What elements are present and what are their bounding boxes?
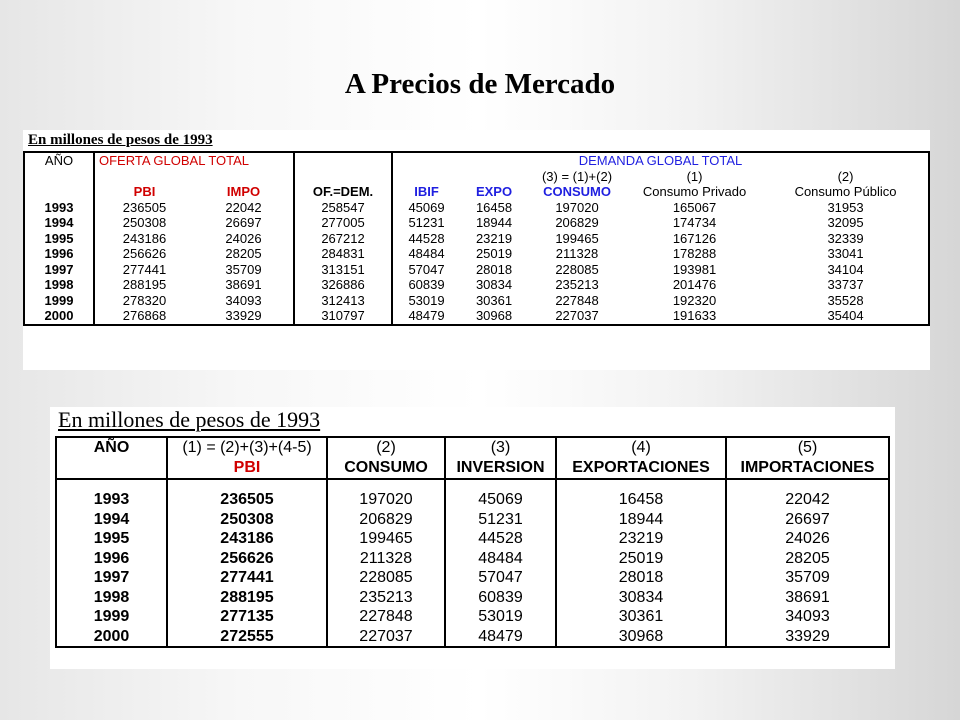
t2-cell-value: 22042 [726,490,889,510]
t2-cell-value: 16458 [556,490,726,510]
t1-row [24,277,929,293]
table1-panel [23,130,930,370]
t2-cell-value: 197020 [327,490,445,510]
t2-cell-value: 26697 [726,510,889,530]
t1-cell-value: 193981 [672,261,717,277]
t2-cell-value: 45069 [445,490,556,510]
t1-cell-value: 31953 [763,200,929,216]
t2-cell-value: 30968 [556,627,726,648]
t1-cell-value: 236505 [122,199,167,215]
t1-row [24,262,929,278]
t1-cell-value: 174734 [672,215,717,230]
t2-cell-value: 34093 [726,607,889,627]
t1-cell-value: 35404 [763,308,929,325]
t1-num-publico: (2) [763,169,929,185]
t1-row [24,246,929,262]
t2-cell-value: 30361 [556,607,726,627]
t2-header-top: (5) [726,437,889,458]
t1-cell-value: 32095 [763,215,929,231]
t2-cell-value: 48484 [445,549,556,569]
t2-cell-year: 1999 [56,607,167,627]
t1-cell-value: 211328 [555,246,599,261]
t1-header-anio: AÑO [24,152,94,169]
t1-cell-value: 35709 [225,261,262,277]
t1-cell-value: 33929 [194,308,294,325]
t1-col-impo: IMPO [226,184,261,199]
t2-cell-value: 60839 [445,588,556,608]
t2-row [56,529,889,549]
t2-header-bottom: PBI [167,458,327,479]
t1-cell-value: 313151 [294,262,392,278]
t2-cell-value: 272555 [167,627,327,648]
t2-cell-value: 35709 [726,568,889,588]
t1-col-privado: Consumo Privado [642,184,747,199]
t2-header-bottom [56,458,167,479]
t1-cell-value: 24026 [225,230,262,246]
t1-cell-value: 16458 [475,199,513,215]
t2-row [56,510,889,530]
t2-cell-year: 1993 [56,490,167,510]
t1-row [24,293,929,309]
t2-cell-value: 243186 [167,529,327,549]
t2-header-top: (3) [445,437,556,458]
t2-row [56,607,889,627]
t1-cell-value: 33737 [763,277,929,293]
table2-caption: En millones de pesos de 1993 [58,407,321,432]
t2-cell-value: 28018 [556,568,726,588]
t1-cell-value: 30834 [475,277,513,292]
t1-cell-value: 34104 [763,262,929,278]
t1-cell-value: 310797 [294,308,392,325]
t1-row [24,231,929,247]
t2-row [56,549,889,569]
t1-cell-year: 1996 [24,246,94,262]
t1-cell-value: 38691 [225,277,262,292]
t2-cell-year: 1997 [56,568,167,588]
t1-cell-value: 26697 [225,215,262,230]
t2-cell-value: 199465 [327,529,445,549]
t1-cell-value: 30361 [475,292,513,308]
t1-cell-value: 206829 [555,215,599,230]
t1-cell-value: 243186 [122,230,167,246]
t1-cell-value: 228085 [555,261,599,277]
t1-row [24,200,929,216]
t1-cell-year: 1999 [24,293,94,309]
t2-header-top: AÑO [56,437,167,458]
t1-cell-value: 276868 [94,308,194,325]
t2-cell-value: 57047 [445,568,556,588]
t1-cell-year: 1995 [24,231,94,247]
t1-cell-value: 45069 [408,199,445,215]
t1-col-ibif: IBIF [414,184,439,199]
t1-header-oferta: OFERTA GLOBAL TOTAL [94,152,294,169]
t1-header-blank [294,152,392,169]
t2-header-top: (2) [327,437,445,458]
t1-col-ofdem: OF.=DEM. [294,184,392,200]
page-title: A Precios de Mercado [344,68,616,100]
t2-header-bottom: IMPORTACIONES [726,458,889,479]
t2-header-top: (1) = (2)+(3)+(4-5) [167,437,327,458]
t2-header-top: (4) [556,437,726,458]
t2-cell-value: 256626 [167,549,327,569]
t1-cell-value: 277441 [122,261,167,277]
t1-cell-value: 48484 [408,246,445,261]
t1-cell-value: 44528 [408,230,445,246]
t2-cell-value: 30834 [556,588,726,608]
t1-col-publico: Consumo Público [763,184,929,200]
t1-cell-value: 178288 [672,246,717,261]
t1-cell-year: 1997 [24,262,94,278]
t1-num-privado: (1) [686,168,703,184]
t1-cell-value: 191633 [626,308,763,325]
t1-row [24,308,929,325]
t2-cell-value: 227037 [327,627,445,648]
t1-cell-value: 167126 [672,230,717,246]
t2-row [56,588,889,608]
t2-cell-value: 236505 [167,490,327,510]
t2-row [56,627,889,648]
t2-cell-value: 277441 [167,568,327,588]
t1-cell-value: 32339 [763,231,929,247]
t2-cell-year: 1996 [56,549,167,569]
t1-cell-year: 2000 [24,308,94,325]
t2-header-bottom: INVERSION [445,458,556,479]
t1-cell-value: 25019 [475,246,513,261]
t2-cell-value: 53019 [445,607,556,627]
t1-col-pbi: PBI [133,184,156,199]
t2-cell-value: 18944 [556,510,726,530]
t1-cell-value: 51231 [408,215,445,230]
t1-col-consumo: CONSUMO [543,184,611,199]
t2-cell-value: 25019 [556,549,726,569]
t2-row [56,490,889,510]
t2-cell-year: 2000 [56,627,167,648]
t1-cell-value: 256626 [122,246,167,261]
t2-cell-value: 211328 [327,549,445,569]
t1-cell-value: 53019 [408,292,445,308]
t2-cell-year: 1998 [56,588,167,608]
t1-cell-value: 250308 [122,215,167,230]
t2-cell-year: 1995 [56,529,167,549]
t1-cell-value: 30968 [460,308,528,325]
t1-cell-value: 326886 [294,277,392,293]
t1-cell-year: 1994 [24,215,94,231]
t2-cell-value: 206829 [327,510,445,530]
t1-cell-value: 35528 [763,293,929,309]
t1-row [24,215,929,231]
t2-cell-value: 28205 [726,549,889,569]
t1-cell-year: 1993 [24,200,94,216]
t1-cell-value: 34093 [225,292,262,308]
t2-cell-value: 277135 [167,607,327,627]
t2-cell-value: 250308 [167,510,327,530]
t2-cell-value: 33929 [726,627,889,648]
t1-cell-value: 288195 [122,277,167,292]
t1-cell-year: 1998 [24,277,94,293]
t2-header-bottom: CONSUMO [327,458,445,479]
t1-cell-value: 201476 [672,277,717,292]
t2-cell-value: 227848 [327,607,445,627]
t1-cell-value: 192320 [672,292,717,308]
t1-cell-value: 28018 [475,261,513,277]
t1-cell-value: 267212 [294,231,392,247]
t2-cell-value: 51231 [445,510,556,530]
t1-cell-value: 165067 [672,199,717,215]
t1-cell-value: 227848 [555,292,599,308]
t2-cell-year: 1994 [56,510,167,530]
t1-cell-value: 197020 [555,199,599,215]
t2-cell-value: 23219 [556,529,726,549]
t1-cell-value: 277005 [294,215,392,231]
t1-cell-value: 48479 [392,308,460,325]
t1-cell-value: 23219 [475,230,513,246]
t1-header-demanda: DEMANDA GLOBAL TOTAL [392,152,929,169]
t1-cell-value: 227037 [528,308,626,325]
t2-cell-value: 44528 [445,529,556,549]
t1-cell-value: 278320 [122,292,167,308]
t1-cell-value: 28205 [225,246,262,261]
t1-cell-value: 284831 [294,246,392,262]
t1-cell-value: 235213 [555,277,599,292]
t2-cell-value: 48479 [445,627,556,648]
t2-cell-value: 235213 [327,588,445,608]
t1-cell-value: 312413 [294,293,392,309]
t1-formula-consumo: (3) = (1)+(2) [541,168,613,184]
t1-cell-value: 57047 [408,261,445,277]
t2-row [56,568,889,588]
t1-cell-value: 22042 [225,199,262,215]
table2-grid [55,436,890,648]
t1-cell-value: 33041 [763,246,929,262]
t1-col-expo: EXPO [475,184,513,199]
t2-cell-value: 288195 [167,588,327,608]
t2-header-bottom: EXPORTACIONES [556,458,726,479]
t2-cell-value: 38691 [726,588,889,608]
table1-grid [23,151,930,326]
t2-cell-value: 228085 [327,568,445,588]
t1-cell-value: 18944 [475,215,513,230]
t1-cell-value: 258547 [294,200,392,216]
t2-cell-value: 24026 [726,529,889,549]
t1-cell-value: 60839 [408,277,445,292]
table2-panel [50,407,895,669]
table1-caption: En millones de pesos de 1993 [28,132,213,148]
t1-cell-value: 199465 [555,230,599,246]
